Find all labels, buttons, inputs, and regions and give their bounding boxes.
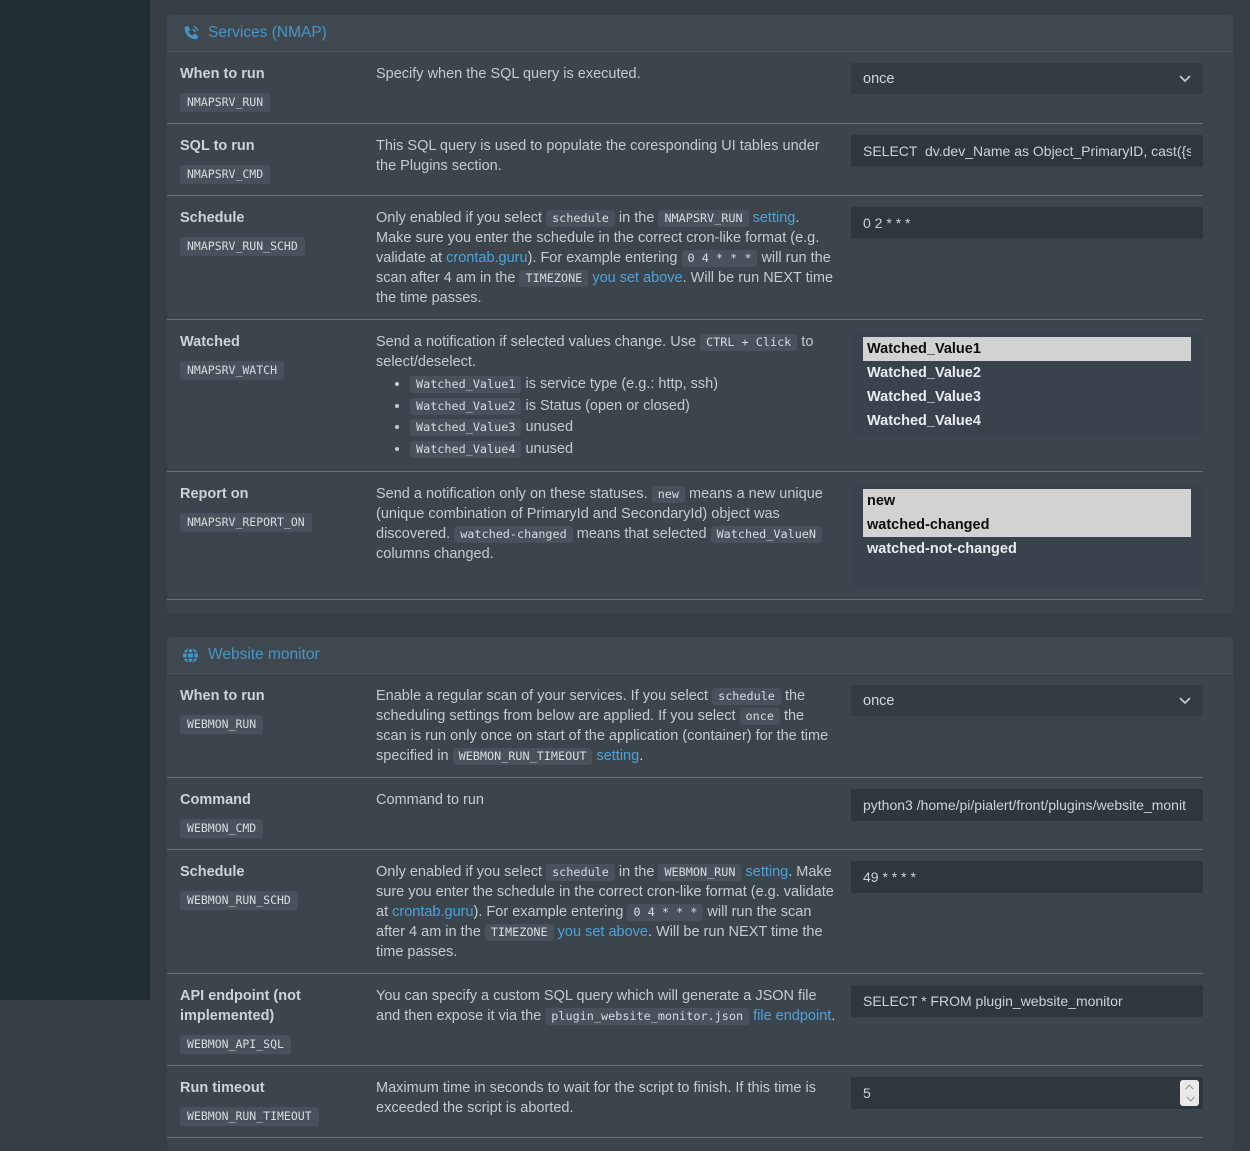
inline-code: 0 4 * * * [682,250,758,267]
option-new[interactable]: new [863,489,1191,513]
setting-control-cell [851,1076,1203,1126]
description-text: to select/deselect. [376,334,814,370]
settings-row [167,52,1203,124]
setting-link[interactable]: you set above [592,270,683,286]
inline-code: schedule [712,688,781,705]
setting-key-badge: WEBMON_RUN [180,715,263,734]
setting-link[interactable]: setting [596,748,640,764]
panel-title: Services (NMAP) [208,24,327,41]
setting-description [376,62,851,112]
nmapsrv-run-schd-input[interactable] [851,207,1203,239]
bullet-item [410,417,837,439]
webmon-run-timeout-input[interactable] [851,1077,1203,1109]
bullet-item [410,374,837,396]
panel-services-nmap [167,15,1233,613]
inline-code: NMAPSRV_RUN [658,210,748,227]
description-bullet-list [376,374,837,460]
panel-website-monitor-header [167,637,1233,674]
setting-label-cell [180,1076,376,1126]
setting-link[interactable]: setting [745,864,789,880]
nmapsrv-watch-multiselect[interactable] [851,331,1203,436]
setting-name: Watched [180,334,240,350]
nmapsrv-cmd-input[interactable] [851,135,1203,167]
setting-description [376,134,851,184]
setting-name: API endpoint (not implemented) [180,988,301,1024]
stepper-down-icon[interactable] [1186,1093,1194,1101]
description-text: . Will be run NEXT time the time passes. [376,270,834,306]
setting-link[interactable]: setting [752,210,796,226]
webmon-cmd-input[interactable] [851,789,1203,821]
setting-key-badge: NMAPSRV_REPORT_ON [180,513,312,532]
inline-code: new [652,486,685,503]
setting-control-cell [851,788,1203,838]
setting-control-cell [851,62,1203,112]
webmon-run-select[interactable] [851,685,1203,716]
settings-content [150,0,1250,1151]
bullet-item [410,439,837,461]
setting-label-cell [180,684,376,766]
setting-label-cell [180,134,376,184]
webmon-api-sql-input[interactable] [851,985,1203,1017]
globe-icon [182,647,199,664]
description-text: Only enabled if you select [376,210,547,226]
setting-key-badge: WEBMON_RUN_SCHD [180,891,298,910]
setting-key-badge: WEBMON_API_SQL [180,1035,291,1054]
setting-control-cell [851,134,1203,184]
setting-label-cell [180,788,376,838]
setting-control-cell [851,482,1203,588]
description-text: will run the scan after 4 am in the [376,904,812,940]
description-text: means a new unique (unique combination of PrimaryId and SecondaryId) object was discovered. [376,486,823,542]
description-text: ). For example entering [527,250,682,266]
setting-label-cell [180,206,376,308]
description-text: . Make sure you enter the schedule in the correct cron-like format (e.g. validate at [376,210,820,266]
number-stepper[interactable] [1180,1080,1199,1106]
selected-value: once [863,70,895,87]
setting-key-badge: NMAPSRV_CMD [180,165,270,184]
setting-key-badge: WEBMON_RUN_TIMEOUT [180,1107,319,1126]
description-text: This SQL query is used to populate the coresponding UI tables under the Plugins section. [376,138,820,174]
stepper-up-icon[interactable] [1185,1084,1193,1092]
description-text: ). For example entering [473,904,628,920]
description-text: unused [521,419,574,435]
description-text: in the [614,210,659,226]
setting-name: Run timeout [180,1080,265,1096]
description-text: is Status (open or closed) [521,397,690,414]
setting-link[interactable]: you set above [557,924,648,940]
description-text: Send a notification only on these statuses. [376,486,652,502]
settings-row [167,1066,1203,1138]
description-text: . [831,1008,836,1024]
setting-link[interactable]: crontab.guru [446,250,528,266]
bullet-item [410,396,837,418]
setting-label-cell [180,330,376,460]
chevron-down-icon [1179,693,1191,709]
description-text: the scheduling settings from below are applied. If you select [376,688,806,724]
webmon-run-timeout-number-field [851,1077,1203,1109]
description-text: Specify when the SQL query is executed. [376,66,641,82]
setting-key-badge: NMAPSRV_RUN_SCHD [180,237,305,256]
setting-control-cell [851,984,1203,1054]
option-watched_value4[interactable]: Watched_Value4 [867,413,981,429]
setting-name: SQL to run [180,138,255,154]
inline-code: schedule [546,864,615,881]
setting-description [376,984,851,1054]
settings-row [167,472,1203,600]
inline-code: 0 4 * * * [627,904,703,921]
setting-name: Schedule [180,864,245,880]
description-text: . Will be run NEXT time the time passes. [376,924,823,960]
description-text: . [639,748,644,764]
setting-name: When to run [180,66,265,82]
option-watched_value3[interactable]: Watched_Value3 [867,389,981,405]
settings-row [167,850,1203,974]
settings-row [167,674,1203,778]
setting-description [376,206,851,308]
inline-code: Watched_Value3 [410,419,521,436]
chevron-down-icon [1179,71,1191,87]
setting-label-cell [180,860,376,962]
description-text: in the [614,864,659,880]
inline-code: Watched_ValueN [711,526,822,543]
setting-description [376,788,851,838]
inline-code: WEBMON_RUN [658,864,741,881]
phone-volume-icon [182,25,199,42]
panel-services-nmap-header [167,15,1233,52]
description-text: Only enabled if you select [376,864,547,880]
description-text: means that selected [572,526,711,542]
panel-services-nmap-body [167,52,1233,613]
webmon-run-schd-input[interactable] [851,861,1203,893]
setting-label-cell [180,62,376,112]
inline-code: TIMEZONE [485,924,554,941]
setting-control-cell [851,684,1203,766]
setting-label-cell [180,984,376,1054]
setting-description [376,330,851,460]
option-watched-changed[interactable]: watched-changed [863,513,1191,537]
description-text: Command to run [376,792,484,808]
setting-key-badge: NMAPSRV_RUN [180,93,270,112]
option-watched_value1[interactable]: Watched_Value1 [863,337,1191,361]
inline-code: plugin_website_monitor.json [545,1008,749,1025]
setting-label-cell [180,482,376,588]
inline-code: Watched_Value2 [410,398,521,415]
setting-link[interactable]: file endpoint [753,1008,832,1024]
setting-description [376,482,851,588]
setting-key-badge: WEBMON_CMD [180,819,263,838]
option-watched_value2[interactable]: Watched_Value2 [867,365,981,381]
panel-website-monitor [167,637,1233,1151]
setting-description [376,860,851,962]
description-text: You can specify a custom SQL query which will generate a JSON file and then expose it via the [376,988,817,1024]
description-text: . Make sure you enter the schedule in the correct cron-like format (e.g. validate at [376,864,834,920]
description-text: Enable a regular scan of your services. If you select [376,688,713,704]
settings-row [167,778,1203,850]
inline-code: Watched_Value4 [410,441,521,458]
nmapsrv-report-on-multiselect[interactable] [851,483,1203,588]
setting-description [376,1076,851,1126]
inline-code: CTRL + Click [700,334,797,351]
description-text: Maximum time in seconds to wait for the script to finish. If this time is exceeded the script is aborted. [376,1080,816,1116]
settings-row [167,974,1203,1066]
setting-link[interactable]: crontab.guru [392,904,474,920]
inline-code: TIMEZONE [519,270,588,287]
description-text: the scan is run only once on start of the application (container) for the time specified in [376,708,829,764]
settings-row [167,124,1203,196]
panel-title: Website monitor [208,646,320,663]
setting-name: When to run [180,688,265,704]
setting-name: Report on [180,486,249,502]
inline-code: schedule [546,210,615,227]
nmapsrv-run-select[interactable] [851,63,1203,94]
panel-website-monitor-body [167,674,1233,1151]
description-text: Send a notification if selected values change. Use [376,334,701,350]
option-watched-not-changed[interactable]: watched-not-changed [867,541,1017,557]
settings-row [167,320,1203,472]
selected-value: once [863,692,895,709]
description-text: columns changed. [376,546,494,562]
setting-control-cell [851,206,1203,308]
description-text: will run the scan after 4 am in the [376,250,831,286]
setting-name: Command [180,792,251,808]
inline-code: WEBMON_RUN_TIMEOUT [453,748,593,765]
setting-control-cell [851,860,1203,962]
inline-code: watched-changed [454,526,573,543]
inline-code: once [740,708,780,725]
description-text: unused [521,440,574,457]
inline-code: Watched_Value1 [410,376,521,393]
setting-key-badge: NMAPSRV_WATCH [180,361,284,380]
settings-row [167,196,1203,320]
setting-name: Schedule [180,210,245,226]
description-text: is service type (e.g.: http, ssh) [521,376,719,392]
sidebar [0,0,150,1000]
setting-control-cell [851,330,1203,460]
setting-description [376,684,851,766]
